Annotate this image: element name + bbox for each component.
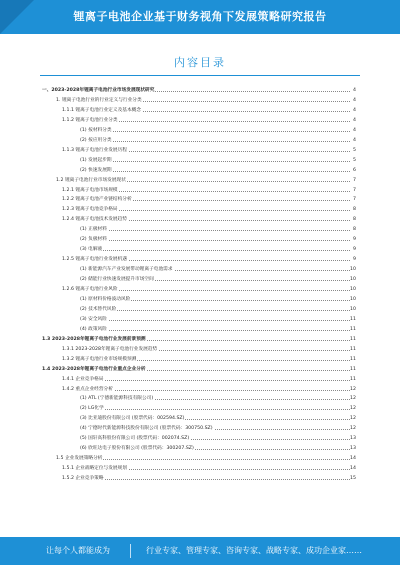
toc-entry[interactable] [0, 315, 400, 324]
toc-leader-dots [80, 240, 350, 241]
toc-page-number: 11 [350, 336, 356, 342]
toc-page-number: 11 [350, 346, 356, 352]
toc-entry[interactable] [0, 186, 400, 195]
toc-page-number: 11 [350, 356, 356, 362]
toc-entry[interactable] [0, 414, 400, 423]
toc-entry[interactable] [0, 325, 400, 334]
toc-entry[interactable] [0, 464, 400, 473]
toc-entry-title: (2) 负极材料 [80, 237, 107, 243]
toc-entry[interactable] [0, 474, 400, 483]
toc-entry-title: (3) 安全风险 [80, 316, 107, 322]
toc-leader-dots [80, 250, 350, 251]
toc-page-number: 14 [350, 466, 356, 472]
toc-page-number: 12 [350, 406, 356, 412]
toc-page-number: 12 [350, 416, 356, 422]
toc-entry[interactable] [0, 195, 400, 204]
toc-entry-title: 1.4.2 重点企业经营分析 [62, 386, 113, 392]
toc-page-number: 8 [350, 225, 356, 234]
toc-page-number: 4 [350, 86, 356, 95]
toc-page-number: 11 [350, 366, 356, 372]
toc-entry-title: 1.3.2 锂离子电池行业市场规模预测 [62, 356, 137, 362]
toc-entry[interactable] [0, 375, 400, 384]
toc-page-number: 10 [350, 267, 356, 273]
toc-entry[interactable] [0, 116, 400, 125]
toc-entry-title: 1.2.3 锂离子电池竞争格局 [62, 207, 118, 213]
toc-entry[interactable] [0, 126, 400, 135]
toc-entry-title: (4) 政策风险 [80, 326, 107, 332]
toc-entry[interactable] [0, 156, 400, 165]
toc-page-number: 5 [350, 146, 356, 155]
toc-entry[interactable] [0, 365, 400, 374]
toc-page-number: 13 [350, 446, 356, 452]
toc-entry[interactable] [0, 335, 400, 344]
toc-page-number: 12 [350, 396, 356, 402]
toc-page-number: 11 [350, 326, 356, 332]
header-bar [0, 0, 400, 34]
toc-heading: 内容目录 [174, 56, 226, 69]
toc-entry[interactable] [0, 215, 400, 224]
toc-leader-dots [80, 330, 350, 331]
toc-entry[interactable] [0, 176, 400, 185]
toc-entry[interactable] [0, 136, 400, 145]
toc-page-number: 4 [350, 96, 356, 105]
toc-entry-title: 1.2 锂离子电池行业市场发展现状 [56, 177, 126, 183]
toc-entry[interactable] [0, 255, 400, 264]
toc-entry[interactable] [0, 285, 400, 294]
toc-entry-title: 1. 锂离子电池行业的行业定义与行业分类 [56, 97, 142, 103]
toc-entry-title: (3) 电解液 [80, 247, 103, 253]
toc-entry[interactable] [0, 305, 400, 314]
toc-entry[interactable] [0, 235, 400, 244]
toc-entry[interactable] [0, 106, 400, 115]
toc-page-number: 11 [350, 316, 356, 322]
toc-entry[interactable] [0, 275, 400, 284]
report-title: 锂离子电池企业基于财务视角下发展策略研究报告 [73, 10, 327, 23]
toc-leader-dots [80, 230, 350, 231]
toc-page-number: 10 [350, 296, 356, 302]
toc-entry-title: (2) 按应用分类 [80, 137, 112, 143]
toc-entry[interactable] [0, 385, 400, 394]
toc-entry-title: 1.1.3 锂离子电池行业发展历程 [62, 147, 127, 153]
toc-entry-title: (2) 储能行业快速发展提升市场空间 [80, 277, 154, 283]
toc-entry-title: (1) ATL (宁德新能源科技有限公司) [80, 396, 154, 402]
toc-page-number: 8 [350, 205, 356, 214]
toc-entry-title: 1.5.1 企业战略定位与发展规划 [62, 466, 127, 472]
toc-page-number: 5 [350, 156, 356, 165]
toc-page-number: 4 [350, 106, 356, 115]
toc-page-number: 13 [350, 436, 356, 442]
toc-leader-dots [80, 409, 350, 410]
toc-entry[interactable] [0, 404, 400, 413]
toc-page-number: 6 [350, 166, 356, 175]
toc-leader-dots [62, 380, 350, 381]
toc-page-number: 9 [350, 235, 356, 244]
toc-leader-dots [80, 161, 350, 162]
toc-entry-title: 1.4.1 企业竞争格局 [62, 376, 104, 382]
toc-page-number: 15 [350, 476, 356, 482]
toc-entry[interactable] [0, 96, 400, 105]
toc-leader-dots [80, 171, 350, 172]
toc-entry-title: 1.4 2023-2028年锂离子电池行业重点企业分析 [42, 366, 146, 372]
toc-entry-title: (2) LG化学 [80, 406, 104, 412]
toc-page-number: 12 [350, 386, 356, 392]
footer-bar [0, 537, 400, 565]
toc-leader-dots [80, 141, 350, 142]
toc-entry[interactable] [0, 86, 400, 95]
footer-slogan-right: 行业专家、管理专家、咨询专家、战略专家、成功企业家…… [146, 546, 362, 555]
toc-entry-title: (5) 国轩高科股份有限公司 (股票代码：002074.SZ) [80, 436, 190, 442]
toc-page-number: 14 [350, 456, 356, 462]
toc-entry[interactable] [0, 454, 400, 463]
toc-entry[interactable] [0, 225, 400, 234]
toc-page-number: 12 [350, 426, 356, 432]
toc-entry-title: 1.5.2 企业竞争策略 [62, 476, 104, 482]
toc-leader-dots [62, 479, 350, 480]
toc-entry-title: 1.1.2 锂离子电池行业分类 [62, 117, 118, 123]
toc-page-number: 10 [350, 277, 356, 283]
toc-entry[interactable] [0, 444, 400, 453]
toc-page-number: 11 [350, 376, 356, 382]
toc-entry[interactable] [0, 424, 400, 433]
toc-entry-title: 1.3 2023-2028年锂离子电池行业发展前景预测 [42, 336, 146, 342]
toc-leader-dots [80, 131, 350, 132]
toc-entry[interactable] [0, 245, 400, 254]
toc-entry-title: (6) 欣旺达电子股份有限公司 (股票代码：300207.SZ) [80, 446, 194, 452]
toc-entry[interactable] [0, 295, 400, 304]
toc-entry-title: 1.5 企业发展策略分析 [56, 456, 103, 462]
toc-page-number: 4 [350, 116, 356, 125]
toc-entry-title: (4) 宁德时代新能源科技股份有限公司 (股票代码：300750.SZ) [80, 426, 213, 432]
toc-divider [40, 75, 360, 76]
toc-entry[interactable] [0, 345, 400, 354]
toc-entry-title: (1) 正极材料 [80, 227, 107, 233]
toc-page-number: 8 [350, 215, 356, 224]
toc-page-number: 9 [350, 255, 356, 264]
toc-entry-title: 1.2.2 锂离子电池产业链结构分析 [62, 197, 132, 203]
footer-slogan-left: 让每个人都能成为 [46, 546, 110, 555]
toc-entry[interactable] [0, 146, 400, 155]
toc-page-number: 7 [350, 195, 356, 204]
toc-entry-title: 1.2.5 锂离子电池行业发展机遇 [62, 257, 127, 263]
toc-entry[interactable] [0, 205, 400, 214]
toc-leader-dots [80, 310, 350, 311]
toc-entry-title: (1) 原材料价格波动风险 [80, 296, 131, 302]
toc-entry-title: (3) 比亚迪股份有限公司 (股票代码：002594.SZ) [80, 416, 185, 422]
toc-page-number: 7 [350, 176, 356, 185]
toc-page-number: 7 [350, 186, 356, 195]
toc-entry-title: 1.2.6 锂离子电池行业风险 [62, 287, 118, 292]
toc-entry-title: 一、2023-2028年锂离子电池行业市场发展现状研究 [42, 88, 155, 93]
toc-entry[interactable] [0, 434, 400, 443]
toc-page-number: 4 [350, 126, 356, 135]
toc-entry-title: (2) 快速发展期 [80, 167, 112, 173]
toc-entry[interactable] [0, 394, 400, 403]
toc-page-number: 9 [350, 245, 356, 254]
toc-entry-title: 1.2.1 锂离子电池市场规模 [62, 187, 118, 193]
toc-entry[interactable] [0, 265, 400, 274]
toc-page-number: 4 [350, 136, 356, 145]
toc-entry[interactable] [0, 166, 400, 175]
toc-entry-title: (2) 技术替代风险 [80, 306, 117, 312]
toc-entry-title: 1.3.1 2023-2028年锂离子电池行业发展趋势 [62, 346, 158, 352]
toc-entry-title: 1.1.1 锂离子电池行业定义及基本概念 [62, 107, 142, 113]
toc-entry-title: (1) 发展起步期 [80, 157, 112, 163]
footer-divider [130, 544, 131, 558]
toc-leader-dots [80, 320, 350, 321]
toc-page-number: 10 [350, 287, 356, 292]
toc-entry[interactable] [0, 355, 400, 364]
toc-entry-title: 1.2.4 锂离子电池技术发展趋势 [62, 217, 127, 223]
toc-entry-title: (1) 按材料分类 [80, 127, 112, 133]
toc-page-number: 10 [350, 306, 356, 312]
toc-entry-title: (1) 新能源汽车产业发展带动锂离子电池需求 [80, 267, 173, 273]
